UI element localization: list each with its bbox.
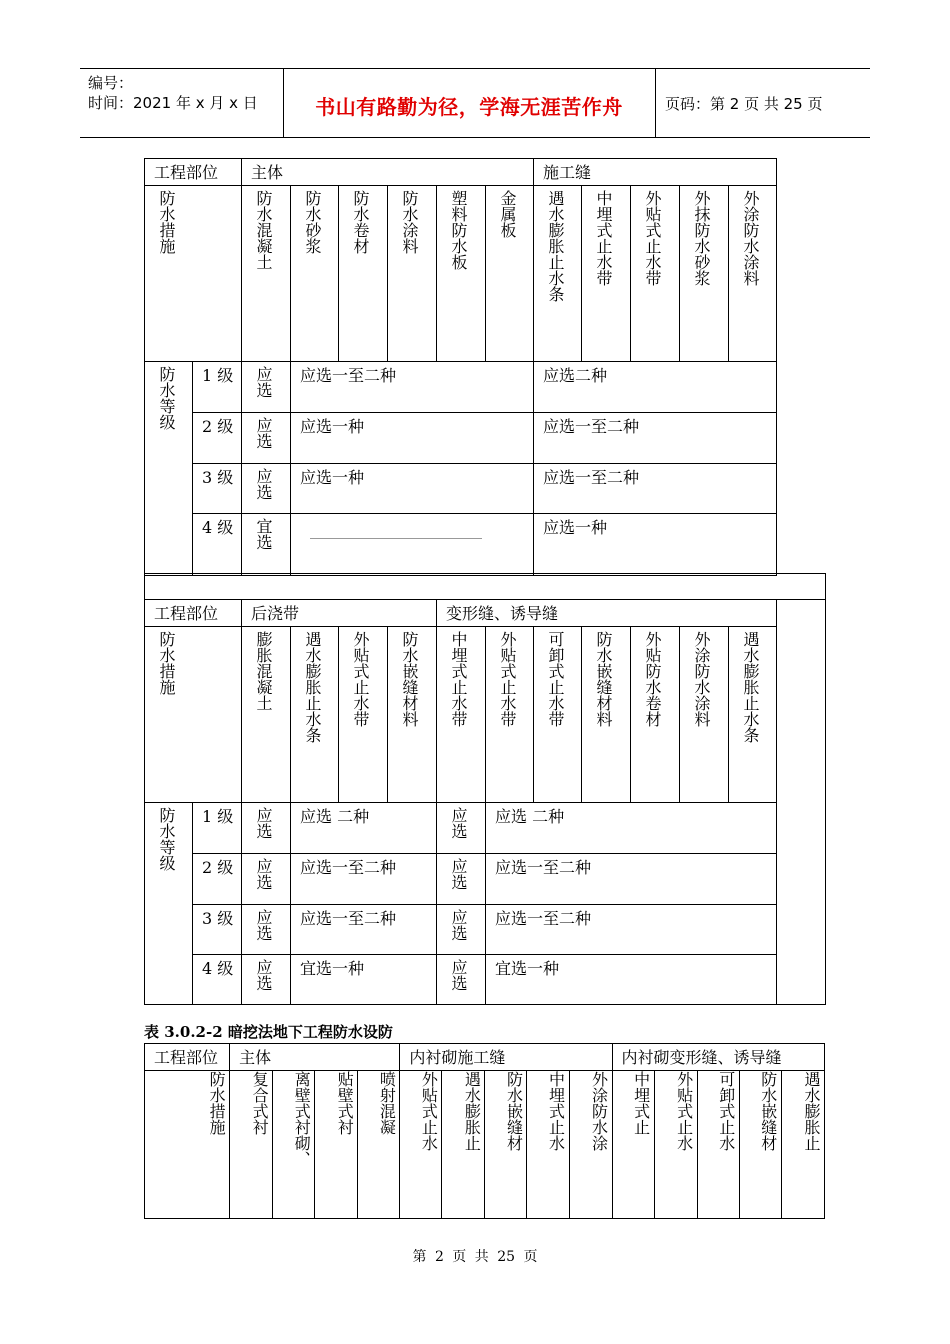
requirement: 应选 (437, 854, 486, 905)
spacer-row (145, 574, 826, 600)
measure-col: 外贴式止水带 (339, 627, 388, 803)
measure-col: 中埋式止水 (527, 1071, 569, 1219)
measure-col: 防水嵌缝材料 (388, 627, 437, 803)
main-requirement (291, 514, 534, 576)
grade-label: 防水等级 (145, 362, 193, 576)
grade: 4 级 (193, 514, 242, 576)
measure-col: 防水嵌缝材 (485, 1071, 527, 1219)
measure-col: 防水嵌缝材料 (582, 627, 631, 803)
right-margin-cell (777, 600, 826, 1005)
measure-col: 外贴式止水 (654, 1071, 697, 1219)
measure-col: 金属板 (486, 186, 534, 362)
measure-col: 塑料防水板 (437, 186, 486, 362)
measure-col: 防水砂浆 (291, 186, 339, 362)
post-requirement: 应选一至二种 (291, 905, 437, 955)
measure-col: 防水卷材 (339, 186, 388, 362)
requirement: 应选 (437, 955, 486, 1005)
header-divider (655, 69, 656, 137)
deform-requirement: 应选一至二种 (486, 854, 777, 905)
requirement: 应选 (437, 905, 486, 955)
table-open-cut-main (144, 158, 777, 576)
measure-col: 外涂防水涂 (569, 1071, 612, 1219)
joint-requirement: 应选一种 (534, 514, 777, 576)
grade: 1 级 (193, 803, 242, 854)
measure-col: 可卸式止水 (697, 1071, 739, 1219)
table-open-cut-joints (144, 573, 826, 1005)
requirement: 应选 (242, 464, 291, 514)
grade: 3 级 (193, 464, 242, 514)
blank-cell-line (310, 538, 482, 539)
measure-col: 遇水膨胀止水条 (534, 186, 582, 362)
measure-col: 遇水膨胀止 (442, 1071, 485, 1219)
measures-label: 防水措施 (145, 186, 242, 362)
post-requirement: 应选一至二种 (291, 854, 437, 905)
measure-col: 遇水膨胀止 (781, 1071, 824, 1219)
main-requirement: 应选一种 (291, 413, 534, 464)
main-requirement: 应选一种 (291, 464, 534, 514)
measure-col: 中埋式止 (612, 1071, 654, 1219)
joint-requirement: 应选二种 (534, 362, 777, 413)
date-label: 时间：2021 年 x 月 x 日 (88, 94, 258, 112)
measure-col: 贴壁式衬 (315, 1071, 358, 1219)
post-requirement: 宜选一种 (291, 955, 437, 1005)
requirement: 应选 (242, 803, 291, 854)
grade: 2 级 (193, 854, 242, 905)
header-part: 工程部位 (145, 1044, 230, 1071)
requirement: 应选 (242, 413, 291, 464)
grade-label: 防水等级 (145, 803, 193, 1005)
requirement: 应选 (437, 803, 486, 854)
measure-col: 中埋式止水带 (437, 627, 486, 803)
measure-col: 外贴防水卷材 (631, 627, 680, 803)
header-meta (88, 73, 258, 113)
measure-col: 遇水膨胀止水条 (729, 627, 777, 803)
header-page-count: 页码：第 2 页 共 25 页 (665, 95, 823, 113)
deform-requirement: 应选一至二种 (486, 905, 777, 955)
measure-col: 防水混凝土 (242, 186, 291, 362)
header-deformation-joint: 变形缝、诱导缝 (437, 600, 777, 627)
header-part: 工程部位 (145, 159, 242, 186)
measure-col: 复合式衬 (230, 1071, 273, 1219)
joint-requirement: 应选一至二种 (534, 413, 777, 464)
number-label: 编号： (88, 74, 134, 92)
measure-col: 防水涂料 (388, 186, 437, 362)
measure-col: 喷射混凝 (358, 1071, 400, 1219)
header-motto: 书山有路勤为径，学海无涯苦作舟 (315, 95, 623, 119)
requirement: 应选 (242, 905, 291, 955)
measure-col: 可卸式止水带 (534, 627, 582, 803)
grade: 3 级 (193, 905, 242, 955)
measures-label: 防水措施 (145, 627, 242, 803)
header-construction-joint: 施工缝 (534, 159, 777, 186)
page-header (80, 68, 870, 138)
header-post-pour: 后浇带 (242, 600, 437, 627)
grade: 4 级 (193, 955, 242, 1005)
measure-col: 外贴式止水带 (486, 627, 534, 803)
table-caption: 表 3.0.2-2 暗挖法地下工程防水设防 (144, 1023, 393, 1041)
main-requirement: 应选一至二种 (291, 362, 534, 413)
header-inner-deform: 内衬砌变形缝、诱导缝 (612, 1044, 824, 1071)
measure-col: 离壁式衬砌、 (273, 1071, 315, 1219)
measures-label: 防水措施 (145, 1071, 230, 1219)
measure-col: 外抹防水砂浆 (680, 186, 729, 362)
page-footer: 第 2 页 共 25 页 (412, 1249, 538, 1265)
grade: 1 级 (193, 362, 242, 413)
header-main: 主体 (230, 1044, 400, 1071)
measure-col: 中埋式止水带 (582, 186, 631, 362)
requirement: 宜选 (242, 514, 291, 576)
requirement: 应选 (242, 362, 291, 413)
table-mining-method (144, 1043, 825, 1219)
deform-requirement: 应选 二种 (486, 803, 777, 854)
measure-col: 外涂防水涂料 (729, 186, 777, 362)
requirement: 应选 (242, 955, 291, 1005)
header-part: 工程部位 (145, 600, 242, 627)
deform-requirement: 宜选一种 (486, 955, 777, 1005)
grade: 2 级 (193, 413, 242, 464)
measure-col: 外涂防水涂料 (680, 627, 729, 803)
header-main: 主体 (242, 159, 534, 186)
header-inner-joint: 内衬砌施工缝 (400, 1044, 612, 1071)
measure-col: 遇水膨胀止水条 (291, 627, 339, 803)
measure-col: 膨胀混凝土 (242, 627, 291, 803)
post-requirement: 应选 二种 (291, 803, 437, 854)
joint-requirement: 应选一至二种 (534, 464, 777, 514)
measure-col: 外贴式止水带 (631, 186, 680, 362)
measure-col: 外贴式止水 (400, 1071, 442, 1219)
requirement: 应选 (242, 854, 291, 905)
measure-col: 防水嵌缝材 (739, 1071, 781, 1219)
